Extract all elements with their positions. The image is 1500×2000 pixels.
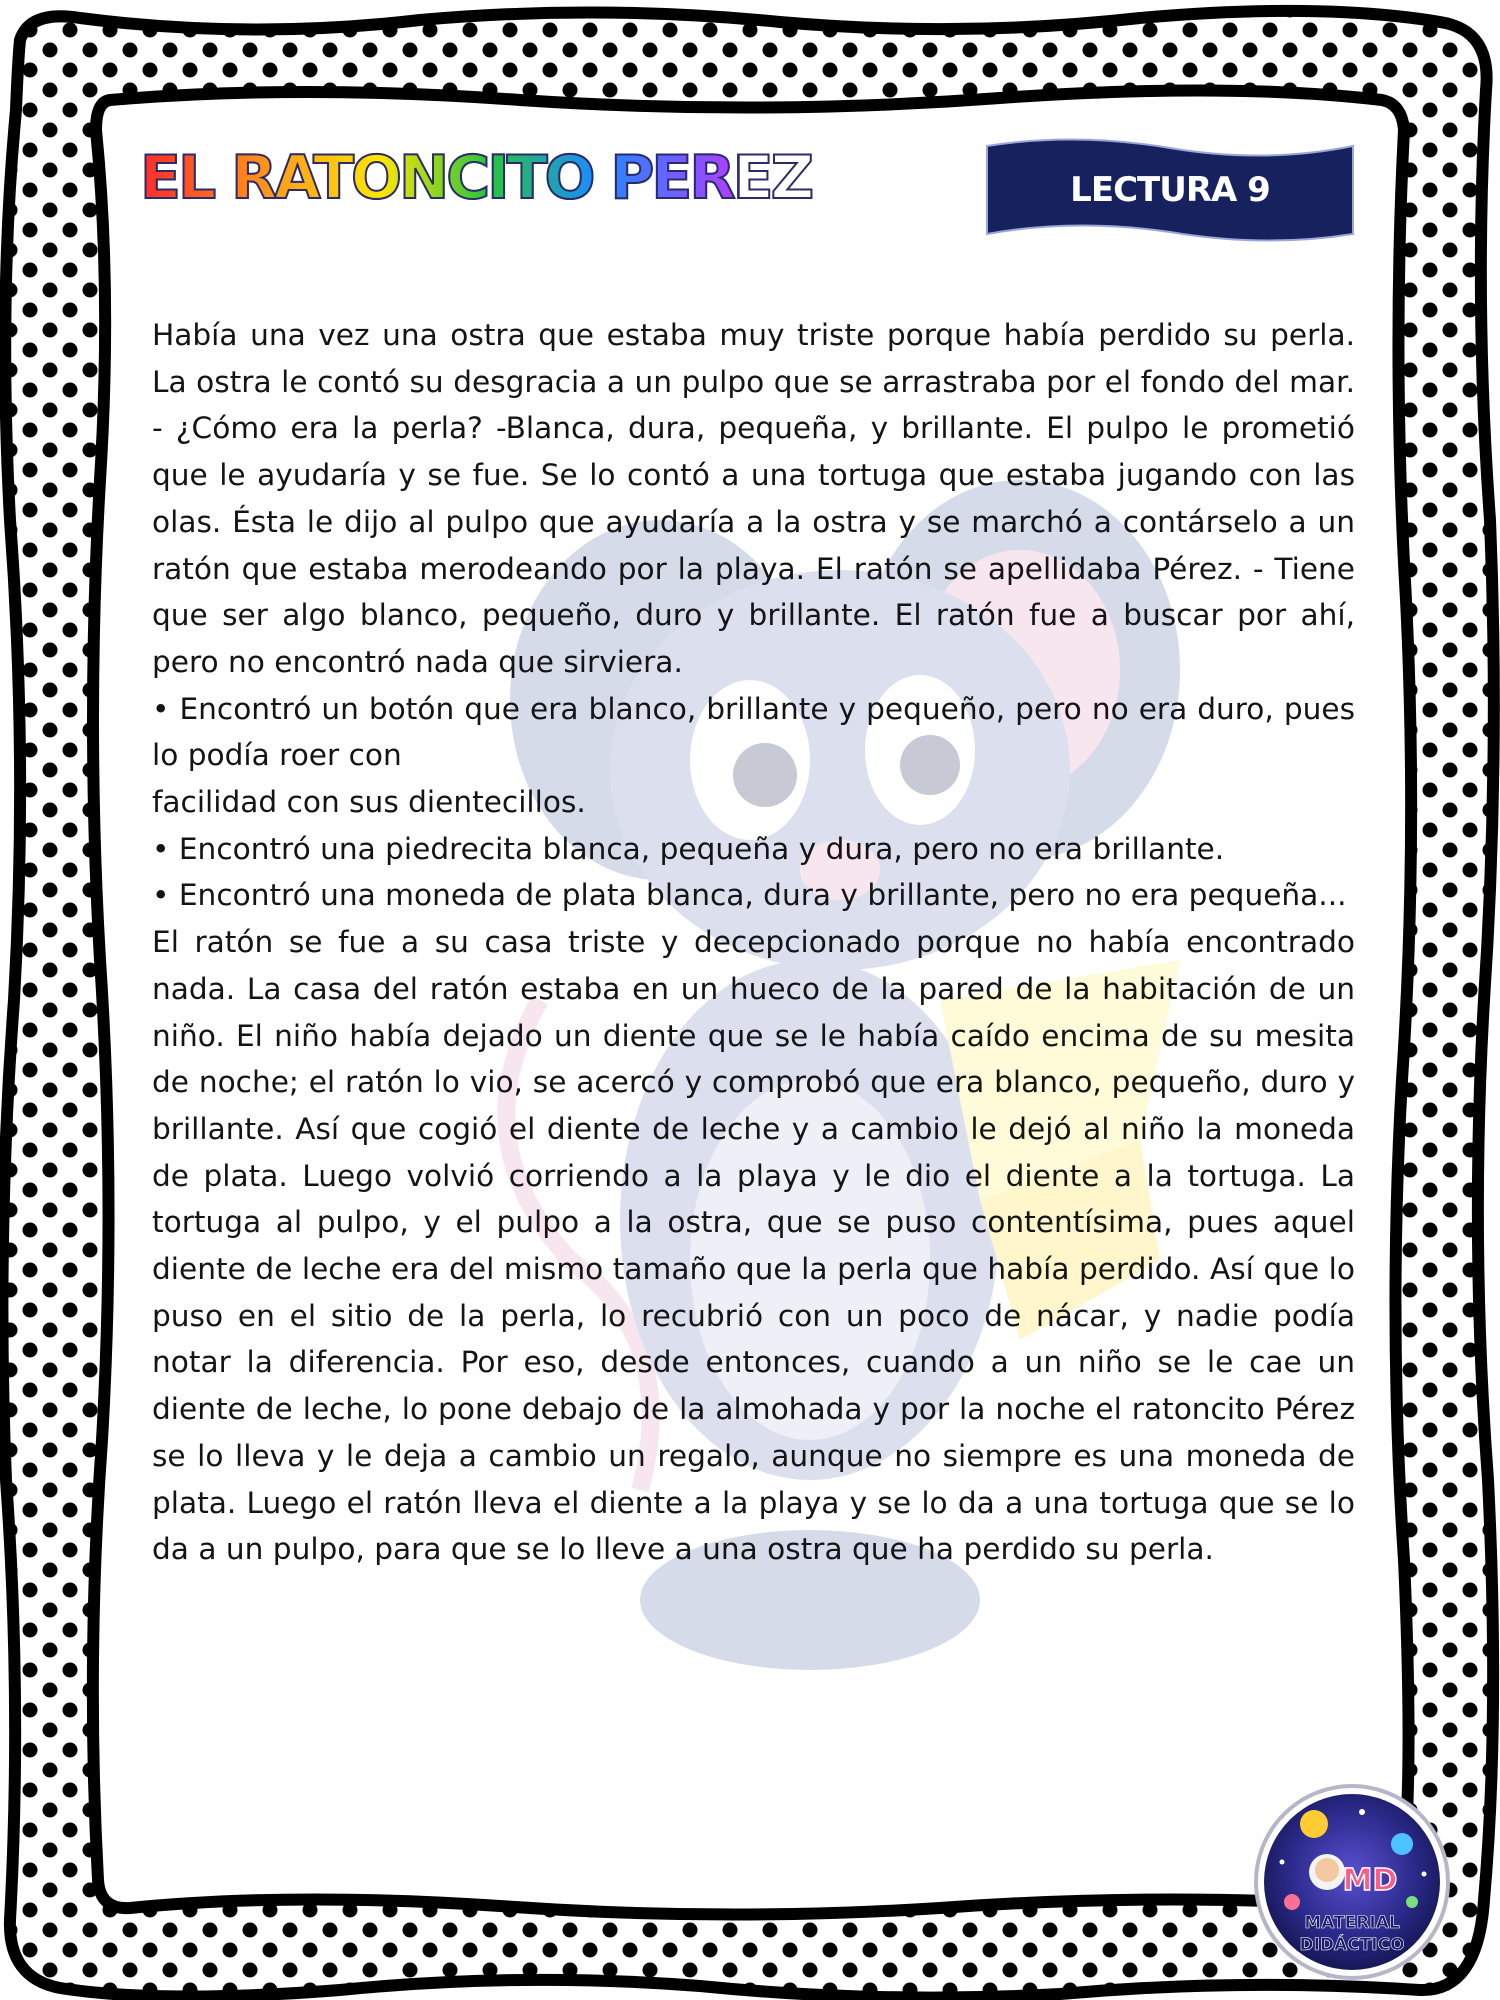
- story-paragraph-2: El ratón se fue a su casa triste y decepcionado porque no había encontrado nada. La casa del ratón estaba en un hueco de la pared de la habitación de un niño. El niño había dejado un diente que se le había caído encima de su mesita de noche; el ratón lo vio, se acercó y comprobó que era blanco, pequeño, duro y brillante. Así que cogió el diente de leche y a cambio le dejó al niño la moneda de plata. Luego volvió corriendo a la playa y le dio el diente a la tortuga. La tortuga al pulpo, y el pulpo a la ostra, que se puso contentísima, pues aquel diente de leche era del mismo tamaño que la perla que había perdido. Así que lo puso en el sitio de la perla, lo recubrió con un poco de nácar, y nadie podía notar la diferencia. Por eso, desde entonces, cuando a un niño se le cae un diente de leche, lo pone debajo de la almohada y por la noche el ratoncito Pérez se lo lleva y le deja a cambio un regalo, aunque no siempre es una moneda de plata. Luego el ratón lleva el diente a la playa y se lo da a una tortuga que se lo da a un pulpo, para que se lo lleve a una ostra que ha perdido su perla.: [152, 925, 1355, 1567]
- logo-text-line2: DIDÁCTICO: [1299, 1935, 1405, 1955]
- story-bullet-1-continued: facilidad con sus dientecillos.: [152, 785, 586, 820]
- lesson-badge: [985, 138, 1355, 242]
- story-paragraph-1: Había una vez una ostra que estaba muy triste porque había perdido su perla. La ostra le contó su desgracia a un pulpo que se arrastraba por el fondo del mar. - ¿Cómo era la perla? -Blanca, dura, pequeña, y brillante. El pulpo le prometió que le ayudaría y se fue. Se lo contó a una tortuga que estaba jugando con las olas. Ésta le dijo al pulpo que ayudaría a la ostra y se marchó a contárselo a un ratón que estaba merodeando por la playa. El ratón se apellidaba Pérez. - Tiene que ser algo blanco, pequeño, duro y brillante. El ratón fue a buscar por ahí, pero no encontró nada que sirviera.: [152, 318, 1355, 679]
- logo-text-line1: MATERIAL: [1304, 1913, 1400, 1933]
- story-bullet-2: • Encontró una piedrecita blanca, pequeña y dura, pero no era brillante.: [152, 831, 1225, 866]
- logo-initials: MD: [1342, 1863, 1398, 1898]
- story-bullet-1: • Encontró un botón que era blanco, brillante y pequeño, pero no era duro, pues lo podía roer con: [152, 691, 1355, 773]
- story-text: [152, 312, 1355, 1573]
- material-didactico-logo: [1252, 1782, 1452, 1982]
- page-title: EL RATONCITO PEREZ: [140, 138, 740, 218]
- page-title-wrapper: [140, 138, 812, 218]
- story-bullet-3: • Encontró una moneda de plata blanca, dura y brillante, pero no era pequeña...: [152, 878, 1347, 913]
- lesson-badge-label: LECTURA 9: [1070, 170, 1270, 210]
